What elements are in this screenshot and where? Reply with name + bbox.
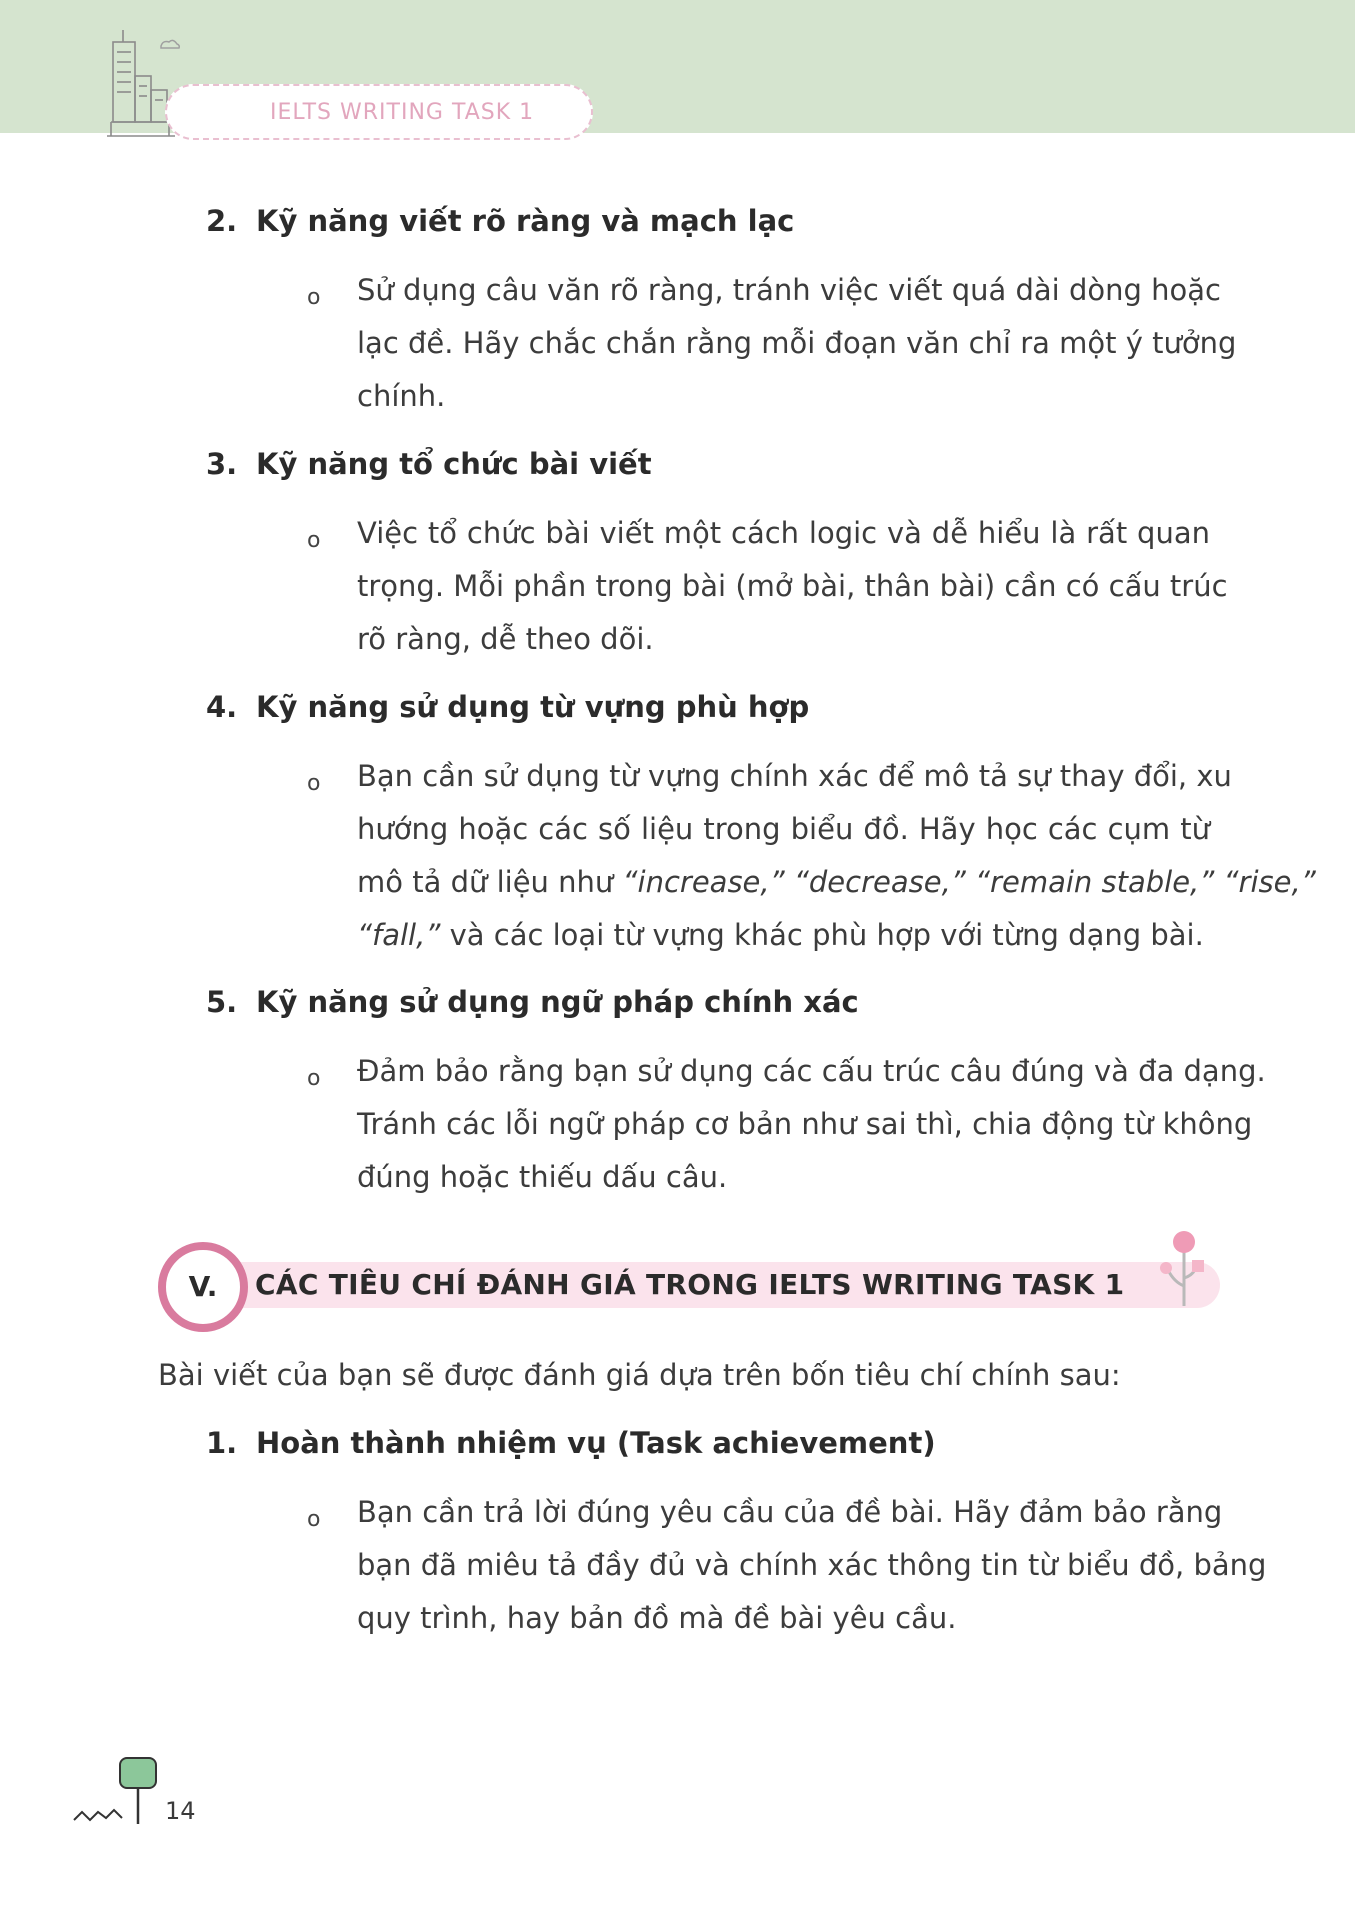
- skill-number: 3.: [206, 447, 238, 481]
- paragraph-line: Tránh các lỗi ngữ pháp cơ bản như sai thì, chia động từ không: [357, 1107, 1253, 1141]
- paragraph-line: Bạn cần trả lời đúng yêu cầu của đề bài. Hãy đảm bảo rằng: [357, 1495, 1223, 1529]
- skill-title: Kỹ năng sử dụng từ vựng phù hợp: [256, 690, 810, 724]
- bullet-icon: o: [307, 285, 321, 310]
- paragraph-line: Đảm bảo rằng bạn sử dụng các cấu trúc câu đúng và đa dạng.: [357, 1054, 1266, 1088]
- skill-title: Kỹ năng sử dụng ngữ pháp chính xác: [256, 985, 859, 1019]
- paragraph-line: đúng hoặc thiếu dấu câu.: [357, 1160, 728, 1194]
- footer-tree-icon: [72, 1756, 172, 1826]
- paragraph-line: chính.: [357, 379, 446, 413]
- skill-number: 5.: [206, 985, 238, 1019]
- skill-number: 4.: [206, 690, 238, 724]
- skill-title: Kỹ năng viết rõ ràng và mạch lạc: [256, 204, 795, 238]
- paragraph-line: Sử dụng câu văn rõ ràng, tránh việc viết quá dài dòng hoặc: [357, 273, 1221, 307]
- skill-paragraph-5: [357, 1045, 1266, 1204]
- paragraph-line: lạc đề. Hãy chắc chắn rằng mỗi đoạn văn chỉ ra một ý tưởng: [357, 326, 1237, 360]
- paragraph-line: quy trình, hay bản đồ mà đề bài yêu cầu.: [357, 1601, 957, 1635]
- skill-heading-2: [206, 204, 794, 238]
- criterion-paragraph-1: [357, 1486, 1267, 1645]
- paragraph-line: Việc tổ chức bài viết một cách logic và dễ hiểu là rất quan: [357, 516, 1210, 550]
- paragraph-line: trọng. Mỗi phần trong bài (mở bài, thân bài) cần có cấu trúc: [357, 569, 1228, 603]
- skill-heading-5: [206, 985, 859, 1019]
- section-numeral: V.: [188, 1270, 218, 1303]
- header-label: IELTS WRITING TASK 1: [270, 100, 535, 125]
- criterion-heading-1: [206, 1426, 936, 1460]
- section-title: CÁC TIÊU CHÍ ĐÁNH GIÁ TRONG IELTS WRITING TASK 1: [255, 1268, 1125, 1301]
- skill-paragraph-2: [357, 264, 1237, 423]
- tree-icon: [1148, 1228, 1218, 1308]
- criterion-title: Hoàn thành nhiệm vụ (Task achievement): [256, 1426, 936, 1460]
- skill-heading-3: [206, 447, 652, 481]
- skill-number: 2.: [206, 204, 238, 238]
- bullet-icon: o: [307, 528, 321, 553]
- paragraph-line: mô tả dữ liệu như “increase,” “decrease,” “remain stable,” “rise,”: [357, 865, 1316, 899]
- paragraph-line: rõ ràng, dễ theo dõi.: [357, 622, 654, 656]
- bullet-icon: o: [307, 1507, 321, 1532]
- criterion-number: 1.: [206, 1426, 238, 1460]
- paragraph-line: “fall,” và các loại từ vựng khác phù hợp với từng dạng bài.: [357, 918, 1204, 952]
- page-number: 14: [165, 1797, 196, 1825]
- paragraph-line: bạn đã miêu tả đầy đủ và chính xác thông tin từ biểu đồ, bảng: [357, 1548, 1267, 1582]
- skill-heading-4: [206, 690, 809, 724]
- paragraph-line: hướng hoặc các số liệu trong biểu đồ. Hãy học các cụm từ: [357, 812, 1210, 846]
- bullet-icon: o: [307, 1066, 321, 1091]
- intro-text: Bài viết của bạn sẽ được đánh giá dựa trên bốn tiêu chí chính sau:: [158, 1358, 1121, 1392]
- paragraph-line: Bạn cần sử dụng từ vựng chính xác để mô tả sự thay đổi, xu: [357, 759, 1232, 793]
- section-number-circle: [158, 1242, 248, 1332]
- skill-paragraph-3: [357, 507, 1228, 666]
- skill-title: Kỹ năng tổ chức bài viết: [256, 447, 652, 481]
- header-tab: [165, 84, 593, 140]
- skill-paragraph-4: [357, 750, 1316, 962]
- bullet-icon: o: [307, 771, 321, 796]
